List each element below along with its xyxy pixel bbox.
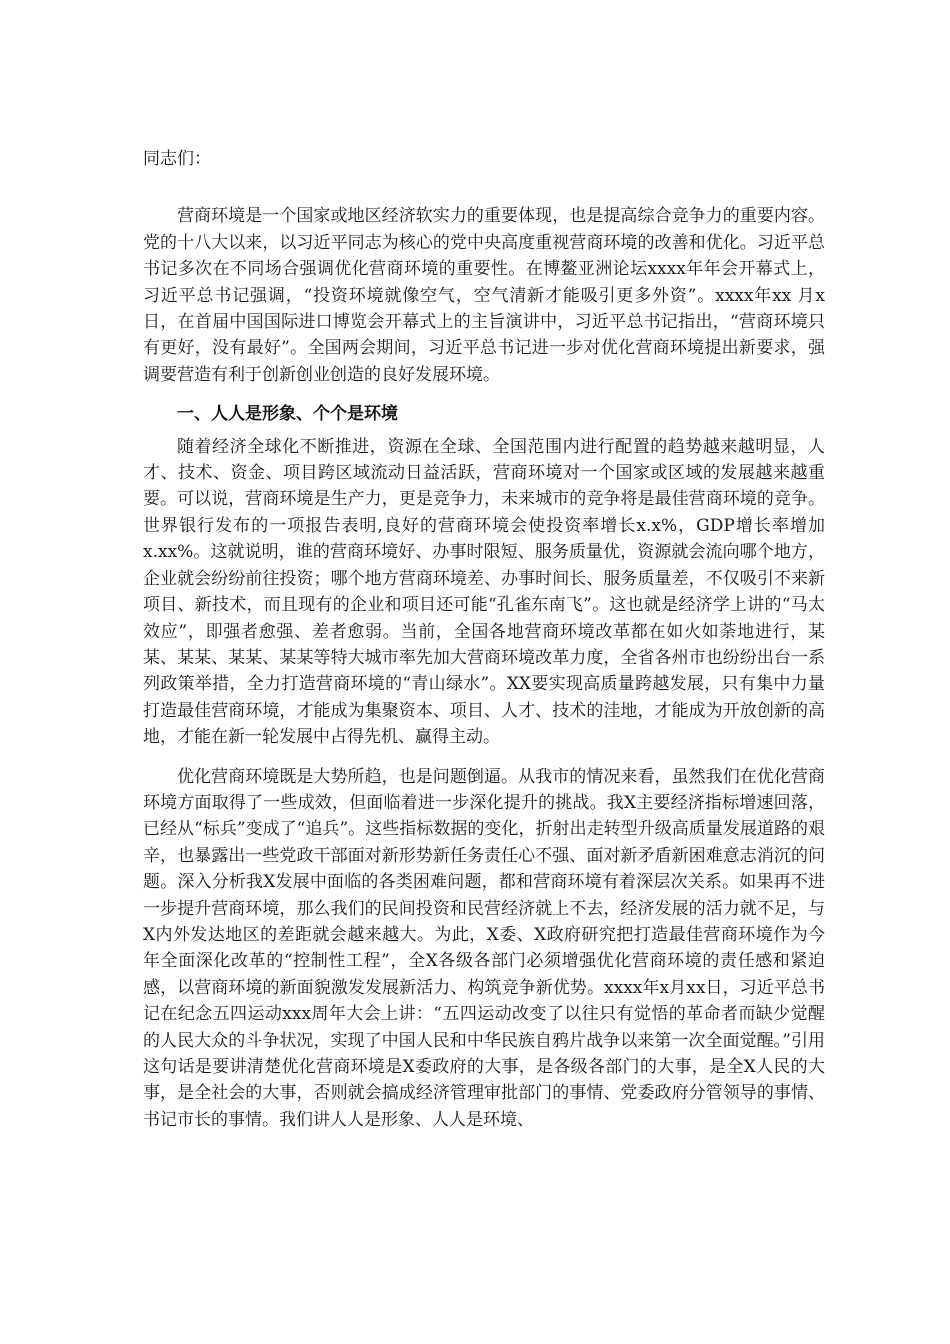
section-paragraph-1: 随着经济全球化不断推进，资源在全球、全国范围内进行配置的趋势越来越明显，人才、技术、资金、项目跨区域流动日益活跃，营商环境对一个国家或区域的发展越来越重要。可以说，营商环境是生产力，更是竞争力，未来城市的竞争将是最佳营商环境的竞争。世界银行发布的一项报告表明,良好的营商环境会使投资率增长x.x%，GDP增长率增加x.xx%。这就说明，谁的营商环境好、办事时限短、服务质量优，资源就会流向哪个地方，企业就会纷纷前往投资；哪个地方营商环境差、办事时间长、服务质量差，不仅吸引不来新项目、新技术，而且现有的企业和项目还可能“孔雀东南飞”。这也就是经济学上讲的“马太效应”，即强者愈强、差者愈弱。当前，全国各地营商环境改革都在如火如荼地进行，某某、某某、某某、某某等特大城市率先加大营商环境改革力度，全省各州市也纷纷出台一系列政策举措，全力打造营商环境的“青山绿水”。XX要实现高质量跨越发展，只有集中力量打造最佳营商环境，才能成为集聚资本、项目、人才、技术的洼地，才能成为开放创新的高地，才能在新一轮发展中占得先机、赢得主动。 [143,436,825,748]
document-body [143,146,825,1133]
salutation: 同志们： [143,149,211,169]
section-heading: 一、人人是形象、个个是环境 [177,404,398,425]
intro-paragraph: 营商环境是一个国家或地区经济软实力的重要体现，也是提高综合竞争力的重要内容。党的十八大以来，以习近平同志为核心的党中央高度重视营商环境的改善和优化。习近平总书记多次在不同场合强调优化营商环境的重要性。在博鳌亚洲论坛xxxx年年会开幕式上，习近平总书记强调，“投资环境就像空气，空气清新才能吸引更多外资”。xxxx年xx 月x日，在首届中国国际进口博览会开幕式上的主旨演讲中，习近平总书记指出，“营商环境只有更好，没有最好”。全国两会期间，习近平总书记进一步对优化营商环境提出新要求，强调要营造有利于创新创业创造的良好发展环境。 [143,206,825,385]
section-paragraph-2: 优化营商环境既是大势所趋，也是问题倒逼。从我市的情况来看，虽然我们在优化营商环境方面取得了一些成效，但面临着进一步深化提升的挑战。我X主要经济指标增速回落，已经从“标兵”变成了“追兵”。这些指标数据的变化，折射出走转型升级高质量发展道路的艰辛，也暴露出一些党政干部面对新形势新任务责任心不强、面对新矛盾新困难意志消沉的问题。深入分析我X发展中面临的各类困难问题，都和营商环境有着深层次关系。如果再不进一步提升营商环境，那么我们的民间投资和民营经济就上不去，经济发展的活力就不足，与X内外发达地区的差距就会越来越大。为此，X委、X政府研究把打造最佳营商环境作为今年全面深化改革的“控制性工程”，全X各级各部门必须增强优化营商环境的责任感和紧迫感，以营商环境的新面貌激发发展新活力、构筑竞争新优势。xxxx年x月xx日，习近平总书记在纪念五四运动xxx周年大会上讲：“五四运动改变了以往只有觉悟的革命者而缺少觉醒的人民大众的斗争状况，实现了中国人民和中华民族自鸦片战争以来第一次全面觉醒。”引用这句话是要讲清楚优化营商环境是X委政府的大事，是各级各部门的大事，是全X人民的大事，是全社会的大事，否则就会搞成经济管理审批部门的事情、党委政府分管领导的事情、书记市长的事情。我们讲人人是形象、人人是环境、 [143,766,825,1130]
